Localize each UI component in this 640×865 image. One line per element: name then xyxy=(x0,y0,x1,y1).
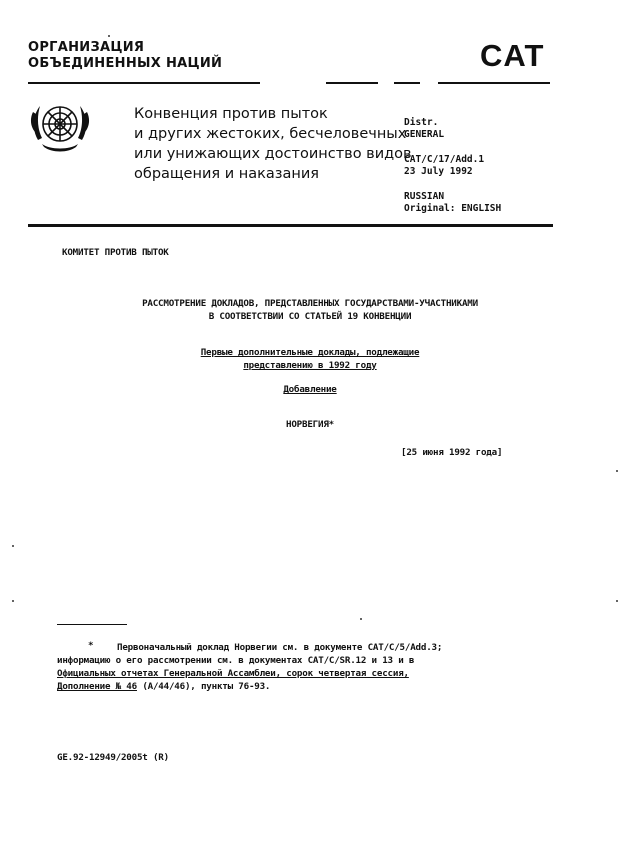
heading-line2: В СООТВЕТСТВИИ СО СТАТЬЕЙ 19 КОНВЕНЦИИ xyxy=(208,311,412,322)
header-bottom-rule xyxy=(28,224,553,227)
doc-original-language: Original: ENGLISH xyxy=(404,203,502,214)
committee-name: КОМИТЕТ ПРОТИВ ПЫТОК xyxy=(62,247,169,258)
header-rule-segment xyxy=(394,82,420,84)
heading-line1: РАССМОТРЕНИЕ ДОКЛАДОВ, ПРЕДСТАВЛЕННЫХ ГОСУДАРСТВАМИ-УЧАСТНИКАМИ xyxy=(142,298,478,309)
convention-title-line3: или унижающих достоинство видов xyxy=(134,146,412,162)
addendum-label: Добавление xyxy=(283,384,337,395)
footnote-line1: Первоначальный доклад Норвегии см. в документе CAT/C/5/Add.3; xyxy=(117,642,443,653)
doc-date: 23 July 1992 xyxy=(404,166,473,177)
job-number: GE.92-12949/2005t (R) xyxy=(57,752,169,763)
doc-symbol: CAT/C/17/Add.1 xyxy=(404,154,485,165)
footnote-marker: * xyxy=(88,640,94,651)
header-rule-segment xyxy=(438,82,550,84)
distr-value: GENERAL xyxy=(404,129,445,140)
doc-language: RUSSIAN xyxy=(404,191,445,202)
scan-speck xyxy=(616,470,618,472)
org-name-line1: ОРГАНИЗАЦИЯ xyxy=(28,40,145,55)
scan-speck xyxy=(108,35,110,37)
convention-title-line1: Конвенция против пыток xyxy=(134,106,328,122)
un-emblem-icon xyxy=(28,96,92,156)
subheading-line2: представлению в 1992 году xyxy=(243,360,377,371)
header-rule-segment xyxy=(326,82,378,84)
header-rule-segment xyxy=(28,82,260,84)
scan-speck xyxy=(360,618,362,620)
scan-speck xyxy=(616,600,618,602)
convention-title-line4: обращения и наказания xyxy=(134,166,319,182)
convention-title-line2: и других жестоких, бесчеловечных xyxy=(134,126,407,142)
scan-speck xyxy=(12,545,14,547)
subheading-line1: Первые дополнительные доклады, подлежащие xyxy=(200,347,420,358)
distr-label: Distr. xyxy=(404,117,439,128)
report-date: [25 июня 1992 года] xyxy=(401,447,503,458)
footnote-supplement: Дополнение № 46 xyxy=(57,681,137,692)
footnote-separator xyxy=(57,624,127,625)
footnote-line2: информацию о его рассмотрении см. в документах CAT/C/SR.12 и 13 и в xyxy=(57,655,415,666)
document-symbol-series: CAT xyxy=(480,38,545,73)
scan-speck xyxy=(12,600,14,602)
country-name: НОРВЕГИЯ* xyxy=(286,419,334,430)
footnote-line3: Официальных отчетах Генеральной Ассамблеи, сорок четвертая сессия, xyxy=(57,668,409,679)
footnote-line4-rest: (A/44/46), пункты 76-93. xyxy=(136,681,271,692)
org-name-line2: ОБЪЕДИНЕННЫХ НАЦИЙ xyxy=(28,56,223,71)
